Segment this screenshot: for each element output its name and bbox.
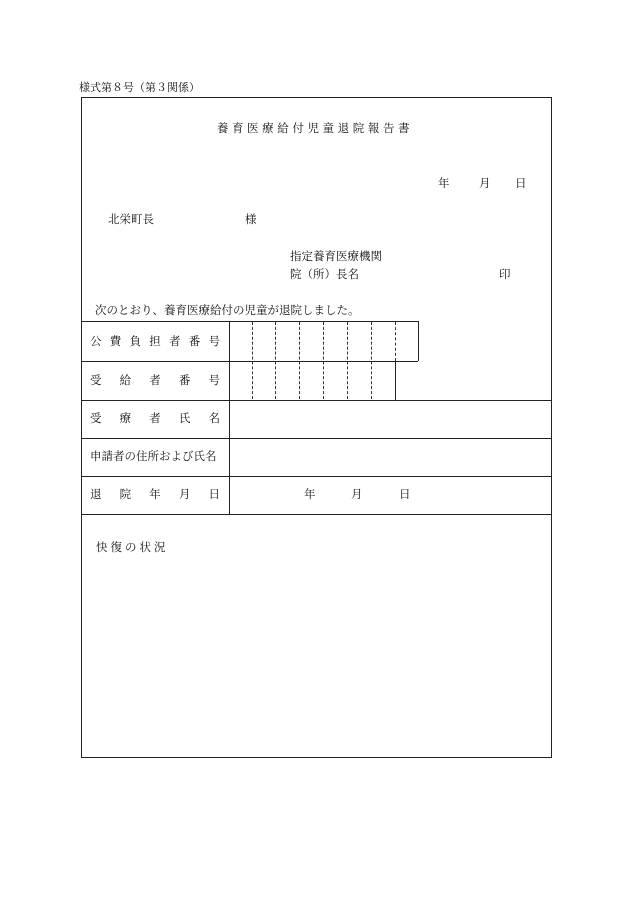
report-date-year[interactable]: 年 [438, 176, 450, 190]
form-reference: 様式第８号（第３関係） [79, 81, 200, 94]
row-label-applicant-address-name: 申請者の住所および氏名 [90, 449, 217, 463]
table-bottom-border [82, 514, 551, 515]
addressee: 北栄町長 [108, 212, 154, 226]
discharge-date-day[interactable]: 日 [399, 487, 411, 501]
honorific: 様 [245, 212, 257, 226]
recipient-number-field[interactable] [230, 362, 395, 400]
patient-name-field[interactable] [230, 401, 550, 438]
row-divider [82, 476, 551, 477]
applicant-address-name-field[interactable] [230, 439, 550, 476]
row-label-discharge-date: 退 院 年 月 日 [90, 487, 220, 501]
document-title: 養育医療給付児童退院報告書 [216, 121, 414, 135]
digit-box-right-edge [418, 321, 419, 361]
recovery-status-label: 快復の状況 [96, 540, 169, 554]
director-name-label: 院（所）長名 [290, 267, 359, 281]
row-label-public-payer-number: 公 費 負 担 者 番 号 [90, 334, 220, 348]
row-label-patient-name: 受 療 者 氏 名 [90, 411, 220, 425]
discharge-date-year[interactable]: 年 [304, 487, 316, 501]
recovery-status-field[interactable] [82, 560, 550, 755]
report-date-day[interactable]: 日 [515, 176, 527, 190]
digit-box-right-edge [395, 361, 396, 400]
seal-mark: 印 [499, 267, 511, 281]
institution-label: 指定養育医療機関 [290, 249, 382, 263]
discharge-date-month[interactable]: 月 [351, 487, 363, 501]
row-label-recipient-number: 受 給 者 番 号 [90, 373, 220, 387]
report-date-month[interactable]: 月 [479, 176, 491, 190]
public-payer-number-field[interactable] [230, 322, 418, 361]
notice-text: 次のとおり、養育医療給付の児童が退院しました。 [95, 303, 360, 317]
